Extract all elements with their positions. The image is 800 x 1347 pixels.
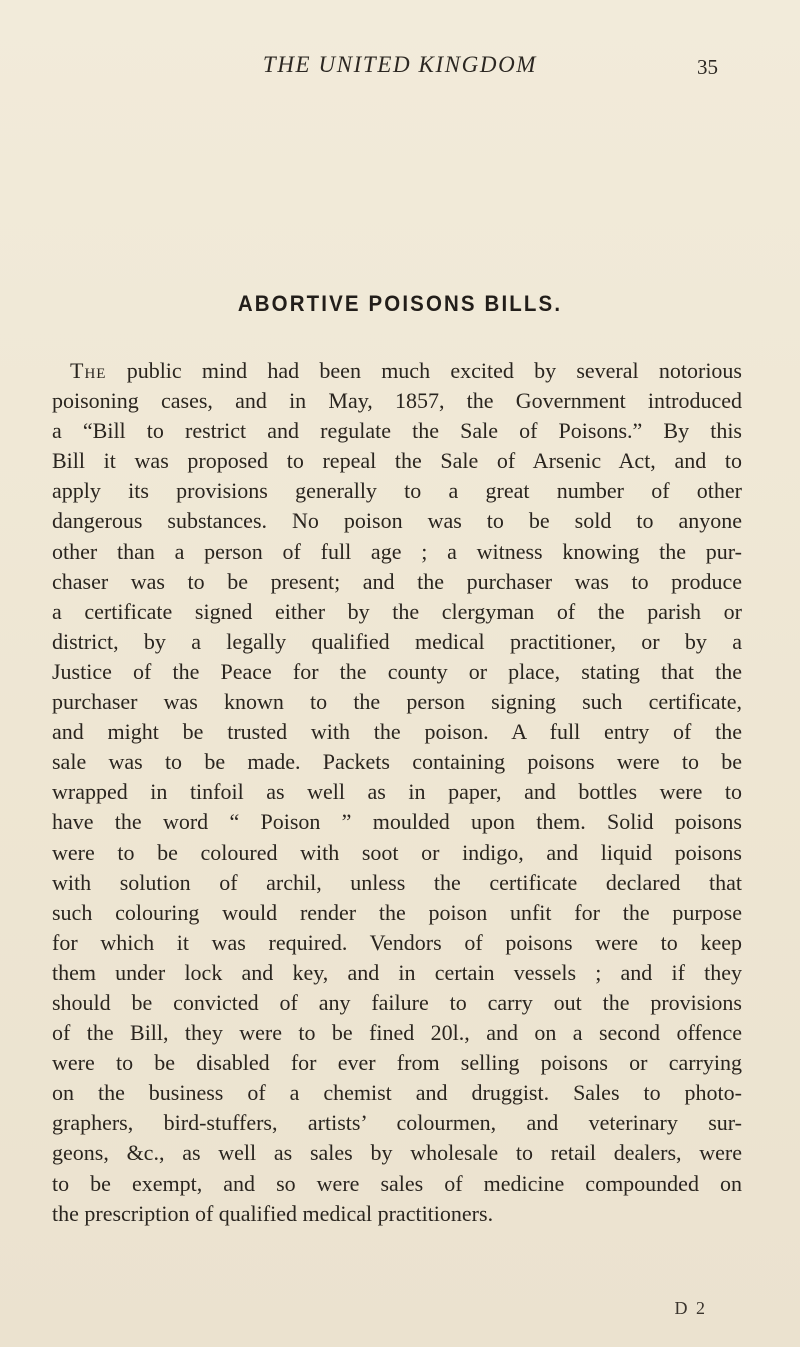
text-line: apply its provisions generally to a great number of other xyxy=(52,478,742,504)
text-line: Bill it was proposed to repeal the Sale of Arsenic Act, and to xyxy=(52,448,742,474)
text-line: Justice of the Peace for the county or place, stating that the xyxy=(52,658,742,684)
text-line: and might be trusted with the poison. A full entry of the xyxy=(52,719,742,745)
running-head xyxy=(0,40,800,80)
text-line: of the Bill, they were to be fined 20l., and on a second offence xyxy=(52,1020,742,1046)
text-line: the prescription of qualified medical practitioners. xyxy=(52,1200,494,1226)
text-line: a “Bill to restrict and regulate the Sale of Poisons.” By this xyxy=(52,418,742,444)
text-line: chaser was to be present; and the purchaser was to produce xyxy=(52,568,742,594)
page-number: 35 xyxy=(697,55,718,79)
text-line: have the word “ Poison ” moulded upon them. Solid poisons xyxy=(52,809,742,835)
section-title: ABORTIVE POISONS BILLS. xyxy=(237,291,563,316)
text-line xyxy=(52,356,742,386)
text-line: graphers, bird-stuffers, artists’ colourmen, and veterinary sur- xyxy=(52,1110,742,1136)
signature-mark: D 2 xyxy=(674,1298,707,1318)
text-line: dangerous substances. No poison was to be sold to anyone xyxy=(52,508,742,534)
text-line: for which it was required. Vendors of poisons were to keep xyxy=(52,929,742,955)
text-line: sale was to be made. Packets containing poisons were to be xyxy=(52,749,742,775)
body-paragraph xyxy=(52,356,742,1229)
text-line: other than a person of full age ; a witness knowing the pur- xyxy=(52,538,742,564)
text-line: them under lock and key, and in certain vessels ; and if they xyxy=(52,959,742,985)
text-line: on the business of a chemist and druggist. Sales to photo- xyxy=(52,1080,742,1106)
running-title: THE UNITED KINGDOM xyxy=(262,52,538,77)
lead-word: The xyxy=(70,358,107,383)
text-line: such colouring would render the poison unfit for the purpose xyxy=(52,899,742,925)
text-line-content: public mind had been much excited by several notorious xyxy=(126,358,742,383)
text-line: geons, &c., as well as sales by wholesale to retail dealers, were xyxy=(52,1140,742,1166)
text-line: poisoning cases, and in May, 1857, the Government introduced xyxy=(52,388,742,414)
text-line: wrapped in tinfoil as well as in paper, and bottles were to xyxy=(52,779,742,805)
text-line: should be convicted of any failure to carry out the provisions xyxy=(52,989,742,1015)
text-line: were to be disabled for ever from selling poisons or carrying xyxy=(52,1050,742,1076)
text-line: to be exempt, and so were sales of medicine compounded on xyxy=(52,1170,742,1196)
text-line: a certificate signed either by the clergyman of the parish or xyxy=(52,598,742,624)
text-line: with solution of archil, unless the certificate declared that xyxy=(52,869,742,895)
text-line: district, by a legally qualified medical practitioner, or by a xyxy=(52,628,742,654)
text-line: purchaser was known to the person signing such certificate, xyxy=(52,689,742,715)
text-line: were to be coloured with soot or indigo, and liquid poisons xyxy=(52,839,742,865)
